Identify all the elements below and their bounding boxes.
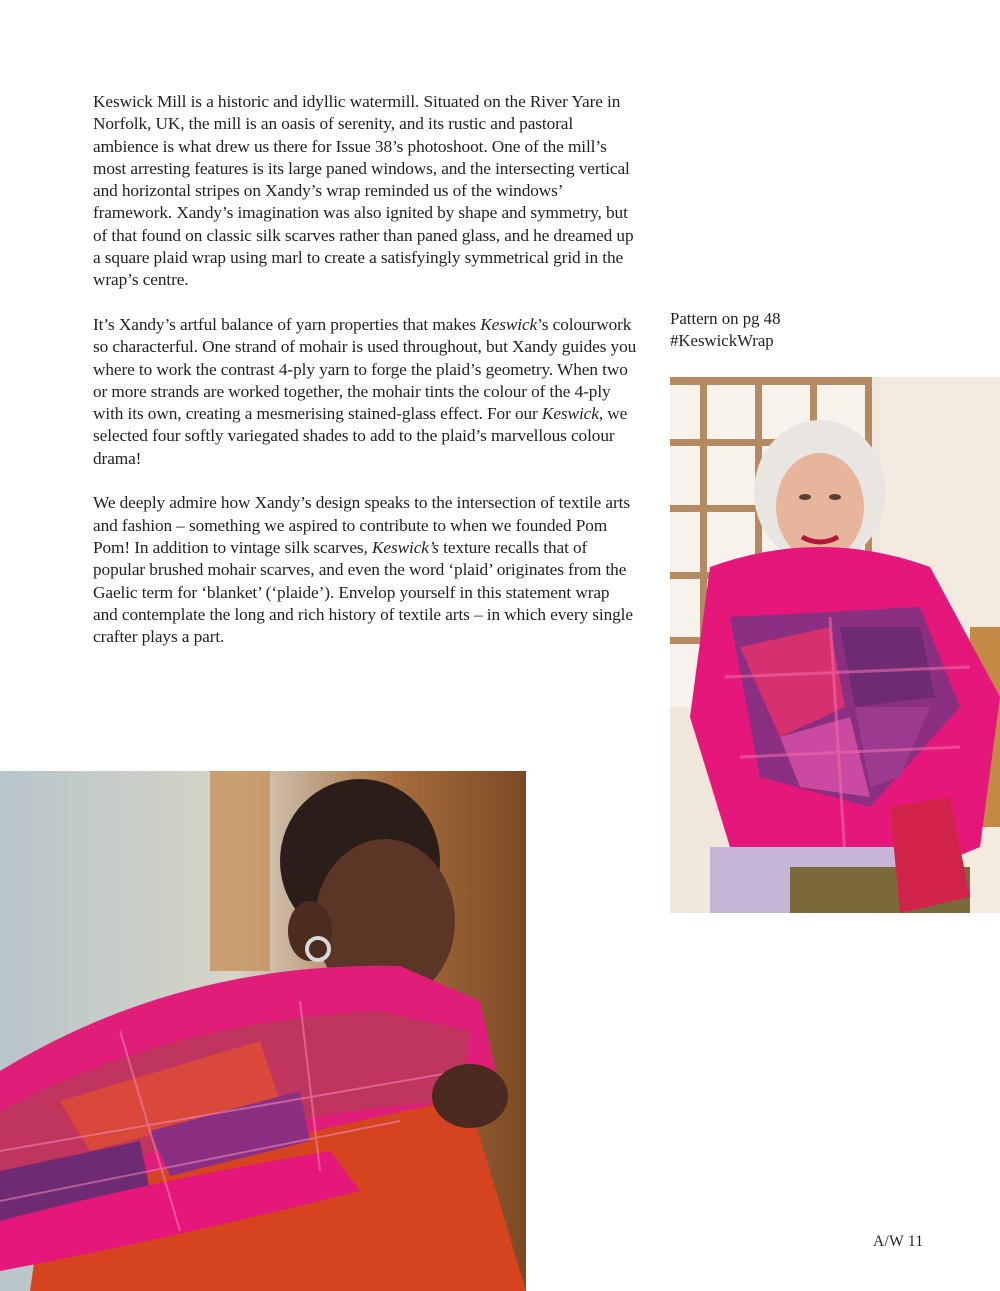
text-run: , we selected four softly variegated shades to add to the plaid’s marvellous colour drama! xyxy=(93,404,628,468)
article-paragraph: Keswick Mill is a historic and idyllic watermill. Situated on the River Yare in Norfolk, UK, the mill is an oasis of serenity, and its rustic and pastoral ambience is what drew us there for Issue 38’s photoshoot. One of the mill’s most arresting features is its large paned windows, and the intersecting vertical and horizontal stripes on Xandy’s wrap reminded us of the windows’ framework. Xandy’s imagination was also ignited by shape and symmetry, but of that found on classic silk scarves rather than paned glass, and he dreamed up a square plaid wrap using marl to create a satisfyingly symmetrical grid in the wrap’s centre. xyxy=(93,92,634,290)
article-paragraph xyxy=(93,492,638,648)
article-paragraph xyxy=(93,314,638,470)
text-run: ’s colourwork so characterful. One strand of mohair is used throughout, but Xandy guides you where to work the contrast 4-ply yarn to forge the plaid’s geometry. When two or more strands are worked together, the mohair tints the colour of the 4-ply with its own, creating a mesmerising stained-glass effect. For our xyxy=(93,314,637,424)
pattern-name-italic: Keswick xyxy=(480,314,538,334)
pattern-page-reference: Pattern on pg 48 xyxy=(670,309,781,328)
text-run: We deeply admire how Xandy’s design speaks to the intersection of textile arts and fashion – something we aspired to contribute to when we founded Pom Pom! In addition to vintage silk scarves, xyxy=(93,493,630,557)
photo-illustration xyxy=(670,377,1000,913)
photo-illustration xyxy=(0,771,526,1291)
photo-woman-in-red-with-wrap xyxy=(0,771,526,1291)
hashtag: #KeswickWrap xyxy=(670,331,774,350)
photo-caption xyxy=(670,308,870,352)
article-body xyxy=(93,91,638,671)
pattern-name-italic: Keswick’s xyxy=(371,537,439,557)
pattern-name-italic: Keswick xyxy=(541,404,599,424)
photo-woman-in-plaid-wrap xyxy=(670,377,1000,913)
text-run: texture recalls that of popular brushed mohair scarves, and even the word ‘plaid’ originates from the Gaelic term for ‘blanket’ (‘plaide’). Envelop yourself in this statement wrap and contemplate the long and rich history of textile arts – in which every single crafter plays a part. xyxy=(93,537,633,647)
page-number: A/W 11 xyxy=(873,1233,924,1250)
text-run: It’s Xandy’s artful balance of yarn properties that makes xyxy=(93,314,481,334)
